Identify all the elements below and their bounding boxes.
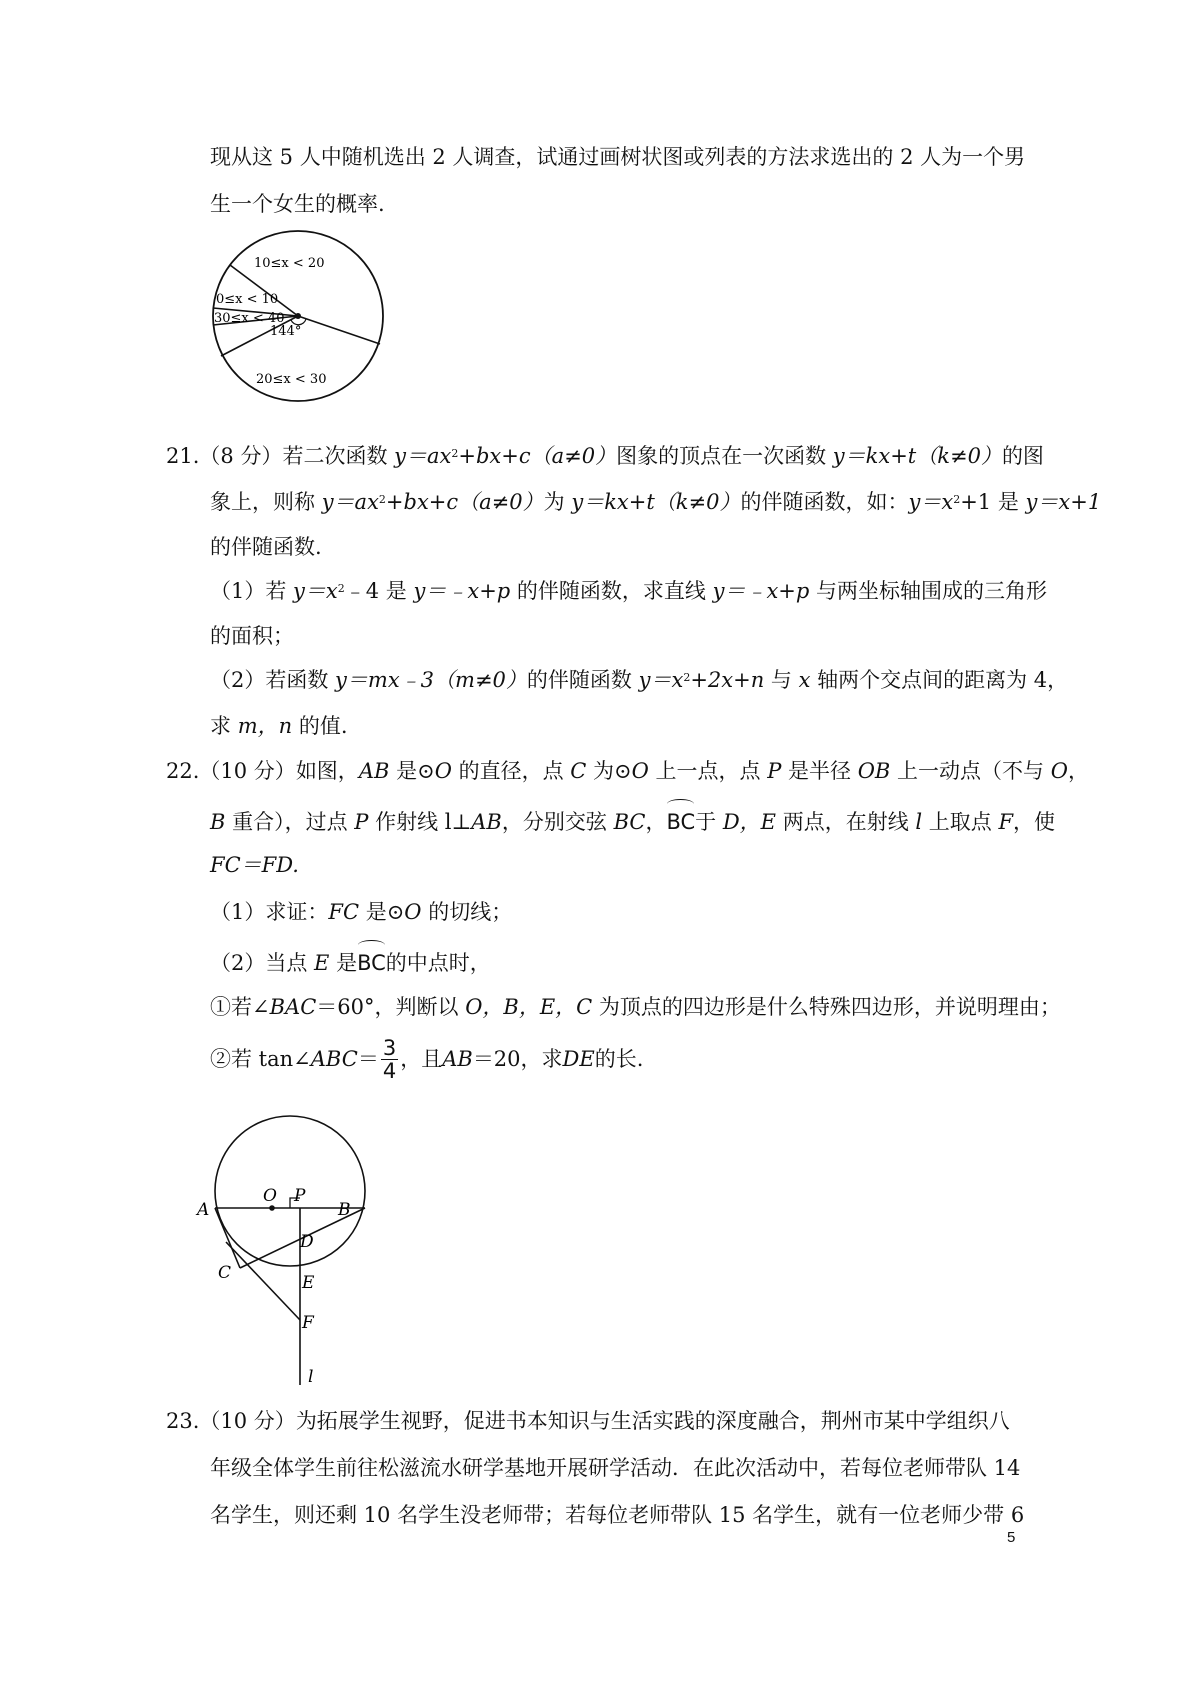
label-E: E — [302, 1273, 315, 1293]
q21-text: 的伴随函数 — [526, 668, 639, 692]
q22-score: （10 分） — [199, 759, 296, 783]
q22-text: 的直径，点 — [451, 759, 571, 783]
formula: y＝x+1 — [1025, 490, 1102, 514]
q22-text: ＝ — [357, 1047, 379, 1071]
q21-text: 图象的顶点在一次函数 — [616, 444, 833, 468]
q22-text: 如图， — [295, 759, 359, 783]
formula: +2x+n — [690, 668, 765, 692]
label-P: P — [294, 1186, 306, 1206]
q22-text: 是 — [329, 951, 358, 975]
q22-text: ①若∠ — [210, 995, 270, 1019]
q22-text: ， — [645, 810, 667, 834]
q22-text: （2）当点 — [210, 951, 315, 975]
formula: O — [631, 759, 649, 783]
formula: BC — [613, 810, 646, 834]
q22-text: 上一动点（不与 — [890, 759, 1051, 783]
q22-text: 重合），过点 — [225, 810, 355, 834]
label-O: O — [263, 1186, 277, 1206]
formula: y＝ax — [394, 444, 452, 468]
q22-text: 作射线 l⊥ — [368, 810, 472, 834]
pie-label-d: 20≤x < 30 — [256, 372, 327, 387]
formula: ABC — [310, 1047, 358, 1071]
q20-line-2: 生一个女生的概率. — [210, 192, 385, 216]
label-A: A — [197, 1200, 210, 1220]
arc-bc: BC — [357, 945, 386, 977]
formula: O — [1050, 759, 1068, 783]
q21-line-2: 象上，则称 $y=ax^2+bx+c(a\ne 0)$为 y＝kx+t（k≠0）的伴随函数，如：$y=x^2+1$ 是 y＝x+1 — [210, 490, 1102, 514]
formula: y＝mx﹣3（m≠0） — [335, 668, 527, 692]
q22-text: 的中点时， — [385, 951, 491, 975]
q22-line-1 — [166, 757, 1089, 785]
fraction-numerator: 3 — [382, 1035, 397, 1060]
formula: y＝kx+t（k≠0） — [571, 490, 741, 514]
formula: m，n — [237, 714, 293, 738]
formula: BAC — [269, 995, 317, 1019]
formula: AB — [442, 1047, 473, 1071]
formula: +bx+c（a≠0） — [385, 490, 544, 514]
q22-text: 是⊙ — [389, 759, 435, 783]
pie-chart-figure — [208, 228, 388, 406]
fraction-three-quarters — [381, 1037, 398, 1082]
q22-text: 是半径 — [781, 759, 858, 783]
q22-text: ， — [1067, 759, 1089, 783]
formula: OB — [857, 759, 891, 783]
formula: x — [798, 668, 811, 692]
q23-text: 为拓展学生视野，促进书本知识与生活实践的深度融合，荆州市某中学组织八 — [295, 1409, 1010, 1433]
q22-text: （1）求证： — [210, 900, 329, 924]
formula: y＝kx+t（k≠0） — [832, 444, 1002, 468]
q21-part-2-line-2 — [210, 712, 348, 740]
q21-text: 为 — [543, 490, 572, 514]
label-F: F — [302, 1313, 314, 1333]
q23-number: 23. — [166, 1409, 200, 1433]
q20-line-1: 现从这 5 人中随机选出 2 人调查，试通过画树状图或列表的方法求选出的 2 人为一个男 — [210, 145, 1026, 169]
q21-text: （1）若 — [210, 579, 294, 603]
q22-text: 是⊙ — [359, 900, 405, 924]
q22-text: 两点，在射线 — [776, 810, 916, 834]
q21-line-3: 的伴随函数. — [210, 535, 322, 559]
q22-text: 为顶点的四边形是什么特殊四边形，并说明理由； — [592, 995, 1061, 1019]
q21-part-1-line-2: 的面积； — [210, 624, 294, 648]
q21-text: 若二次函数 — [282, 444, 395, 468]
formula: +1 是 — [960, 490, 1026, 514]
pie-label-a: 10≤x < 20 — [254, 256, 325, 271]
q22-text: ②若 tan∠ — [210, 1047, 311, 1071]
q21-number: 21. — [166, 444, 200, 468]
q21-text: （2）若函数 — [210, 668, 336, 692]
formula: AB — [471, 810, 502, 834]
pie-label-c: 30≤x < 40 — [214, 311, 285, 326]
q21-text: 的图 — [1001, 444, 1044, 468]
q21-part-2-line-1: （2）若函数 y＝mx﹣3（m≠0）的伴随函数 $y=x^2+2x+n$ 与 x 轴两个交点间的距离为 4， — [210, 668, 1069, 692]
q22-text: 的长. — [594, 1047, 644, 1071]
q22-text: ＝20，求 — [472, 1047, 563, 1071]
q22-text: 上取点 — [922, 810, 999, 834]
formula: ﹣4 是 — [344, 579, 414, 603]
q21-part-1-line-1: （1）若 $y=x^2﹣4$ 是 y＝﹣x+p 的伴随函数，求直线 y＝﹣x+p 与两坐标轴围成的三角形 — [210, 579, 1048, 603]
formula: F — [998, 810, 1014, 834]
q22-text: 上一点，点 — [648, 759, 768, 783]
formula: B — [210, 810, 226, 834]
q22-part-1 — [210, 898, 512, 926]
formula: y＝ax — [321, 490, 379, 514]
q23-line-1 — [166, 1407, 1010, 1435]
q21-text: 与 — [764, 668, 799, 692]
q22-part-2 — [210, 945, 491, 977]
label-B: B — [338, 1200, 351, 1220]
q21-line-1: 21.（8 分）若二次函数 $y=ax^2+bx+c(a\ne 0)$图象的顶点在一次函数 y＝kx+t（k≠0）的图 — [166, 444, 1044, 468]
q21-text: 象上，则称 — [210, 490, 322, 514]
formula: y＝x — [908, 490, 954, 514]
label-C: C — [218, 1263, 232, 1283]
q22-line-3: FC＝FD. — [210, 853, 299, 877]
q22-text: ，使 — [1013, 810, 1056, 834]
formula: C — [570, 759, 587, 783]
q21-score: （8 分） — [199, 444, 283, 468]
q23-line-2: 年级全体学生前往松滋流水研学基地开展研学活动．在此次活动中，若每位老师带队 14 — [210, 1456, 1021, 1480]
formula: O，B，E，C — [465, 995, 593, 1019]
formula: E — [314, 951, 330, 975]
formula: O — [434, 759, 452, 783]
q22-text: 为⊙ — [586, 759, 632, 783]
formula: DE — [562, 1047, 595, 1071]
formula: AB — [358, 759, 390, 783]
q22-text: ＝60°，判断以 — [316, 995, 466, 1019]
label-D: D — [300, 1232, 314, 1252]
formula: y＝﹣x+p — [712, 579, 810, 603]
formula: l — [915, 810, 923, 834]
pie-label-angle: 144° — [270, 324, 302, 339]
formula: y＝x — [293, 579, 338, 603]
q22-text: 的切线； — [421, 900, 513, 924]
q22-subpart-1 — [210, 993, 1061, 1021]
formula: FC — [328, 900, 360, 924]
q22-subpart-2 — [210, 1034, 643, 1084]
label-l: l — [308, 1367, 314, 1387]
q21-text: 的伴随函数，求直线 — [510, 579, 713, 603]
formula: y＝x — [638, 668, 684, 692]
q22-line-2 — [210, 804, 1055, 836]
formula: O — [404, 900, 422, 924]
q22-number: 22. — [166, 759, 200, 783]
formula: P — [354, 810, 369, 834]
fraction-denominator: 4 — [382, 1058, 397, 1083]
q22-text: ，且 — [400, 1047, 443, 1071]
formula: +bx+c（a≠0） — [458, 444, 617, 468]
q21-text: 的伴随函数，如： — [740, 490, 909, 514]
q21-text: 轴两个交点间的距离为 4， — [810, 668, 1069, 692]
circle-geometry-figure — [197, 1100, 380, 1390]
q23-line-3: 名学生，则还剩 10 名学生没老师带；若每位老师带队 15 名学生，就有一位老师少带 6 — [210, 1503, 1025, 1527]
page-number: 5 — [1007, 1529, 1016, 1546]
q21-text: 的值. — [292, 714, 348, 738]
q21-text: 与两坐标轴围成的三角形 — [809, 579, 1048, 603]
arc-bc: BC — [666, 804, 695, 836]
q22-text: 于 — [695, 810, 723, 834]
pie-label-b: 0≤x < 10 — [216, 292, 279, 307]
q21-text: 求 — [210, 714, 238, 738]
formula: P — [767, 759, 782, 783]
q22-text: ，分别交弦 — [501, 810, 614, 834]
formula: y＝﹣x+p — [413, 579, 511, 603]
q23-score: （10 分） — [199, 1409, 296, 1433]
formula: D，E — [722, 810, 777, 834]
